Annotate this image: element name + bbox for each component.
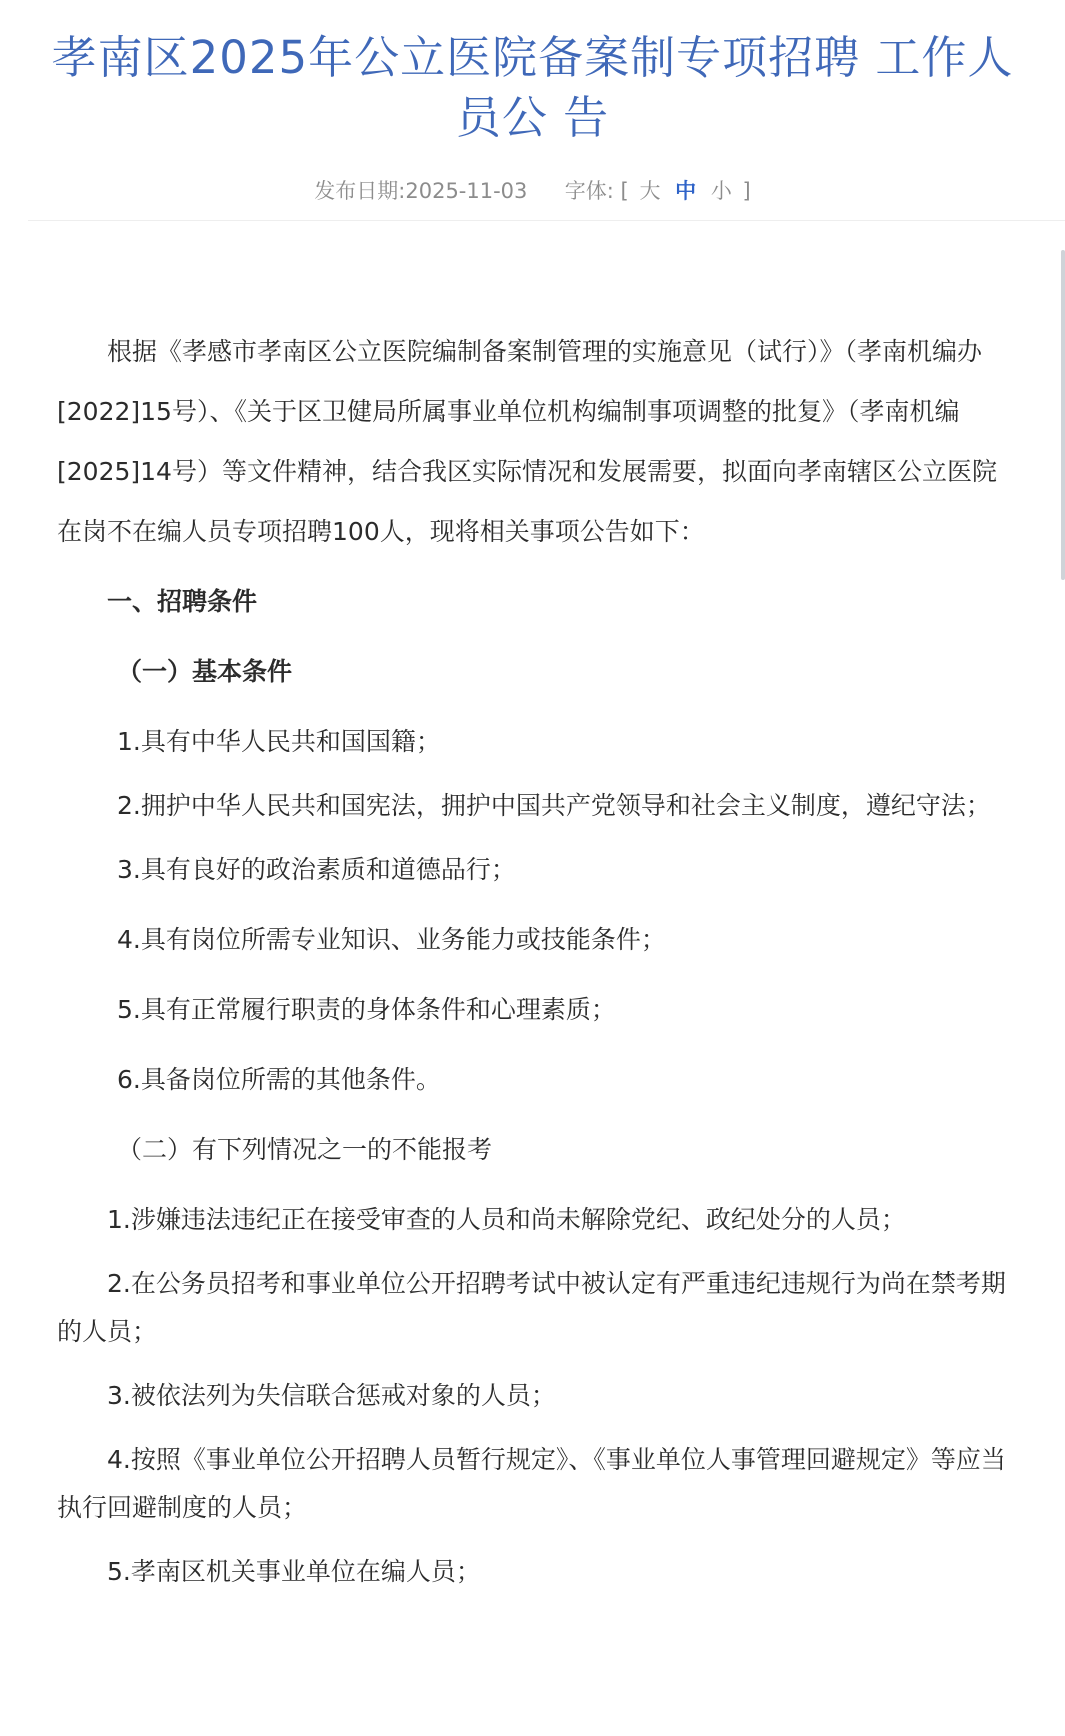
article-body — [57, 322, 1020, 1602]
font-size-large-button[interactable]: 大 — [639, 179, 661, 203]
list-item: 6.具备岗位所需的其他条件。 — [117, 1065, 441, 1094]
font-size-bracket-open: [ — [620, 179, 629, 203]
font-size-bracket-close: ] — [742, 179, 751, 203]
list-item: 3.具有良好的政治素质和道德品行； — [117, 855, 516, 884]
list-item: 1.涉嫌违法违纪正在接受审查的人员和尚未解除党纪、政纪处分的人员； — [107, 1205, 906, 1234]
list-item: 1.具有中华人民共和国国籍； — [117, 727, 441, 756]
scrollbar[interactable] — [1061, 250, 1065, 580]
list-item: 2.在公务员招考和事业单位公开招聘考试中被认定有严重违纪违规行为尚在禁考期的人员； — [57, 1269, 1006, 1346]
font-size-label: 字体: — [564, 179, 614, 203]
list-item: 5.孝南区机关事业单位在编人员； — [107, 1557, 481, 1586]
list-item: 2.拥护中华人民共和国宪法，拥护中国共产党领导和社会主义制度，遵纪守法； — [117, 791, 991, 820]
font-size-medium-button[interactable]: 中 — [675, 179, 697, 203]
article-meta — [0, 176, 1065, 206]
publish-date-label: 发布日期: — [314, 179, 406, 203]
font-size-small-button[interactable]: 小 — [710, 179, 732, 203]
list-item: 4.具有岗位所需专业知识、业务能力或技能条件； — [117, 925, 666, 954]
section-heading-recruitment-conditions: 一、招聘条件 — [107, 587, 258, 616]
list-item: 4.按照《事业单位公开招聘人员暂行规定》、《事业单位人事管理回避规定》等应当执行回避制度的人员； — [57, 1445, 1006, 1522]
list-item: 3.被依法列为失信联合惩戒对象的人员； — [107, 1381, 556, 1410]
intro-paragraph: 根据《孝感市孝南区公立医院编制备案制管理的实施意见（试行）》（孝南机编办[2022]15号）、《关于区卫健局所属事业单位机构编制事项调整的批复》（孝南机编[2025]14号）等文件精神，结合我区实际情况和发展需要，拟面向孝南辖区公立医院在岗不在编人员专项招聘100人，现将相关事项公告如下： — [57, 337, 997, 546]
page-title: 孝南区2025年公立医院备案制专项招聘 工作人员公 告 — [51, 31, 1014, 144]
article-header — [0, 0, 1065, 222]
list-item: 5.具有正常履行职责的身体条件和心理素质； — [117, 995, 616, 1024]
subsection-heading-exclusions: （二）有下列情况之一的不能报考 — [117, 1135, 493, 1164]
header-divider — [28, 220, 1065, 221]
subsection-heading-basic-conditions: （一）基本条件 — [117, 657, 293, 686]
publish-date: 2025-11-03 — [405, 179, 528, 203]
